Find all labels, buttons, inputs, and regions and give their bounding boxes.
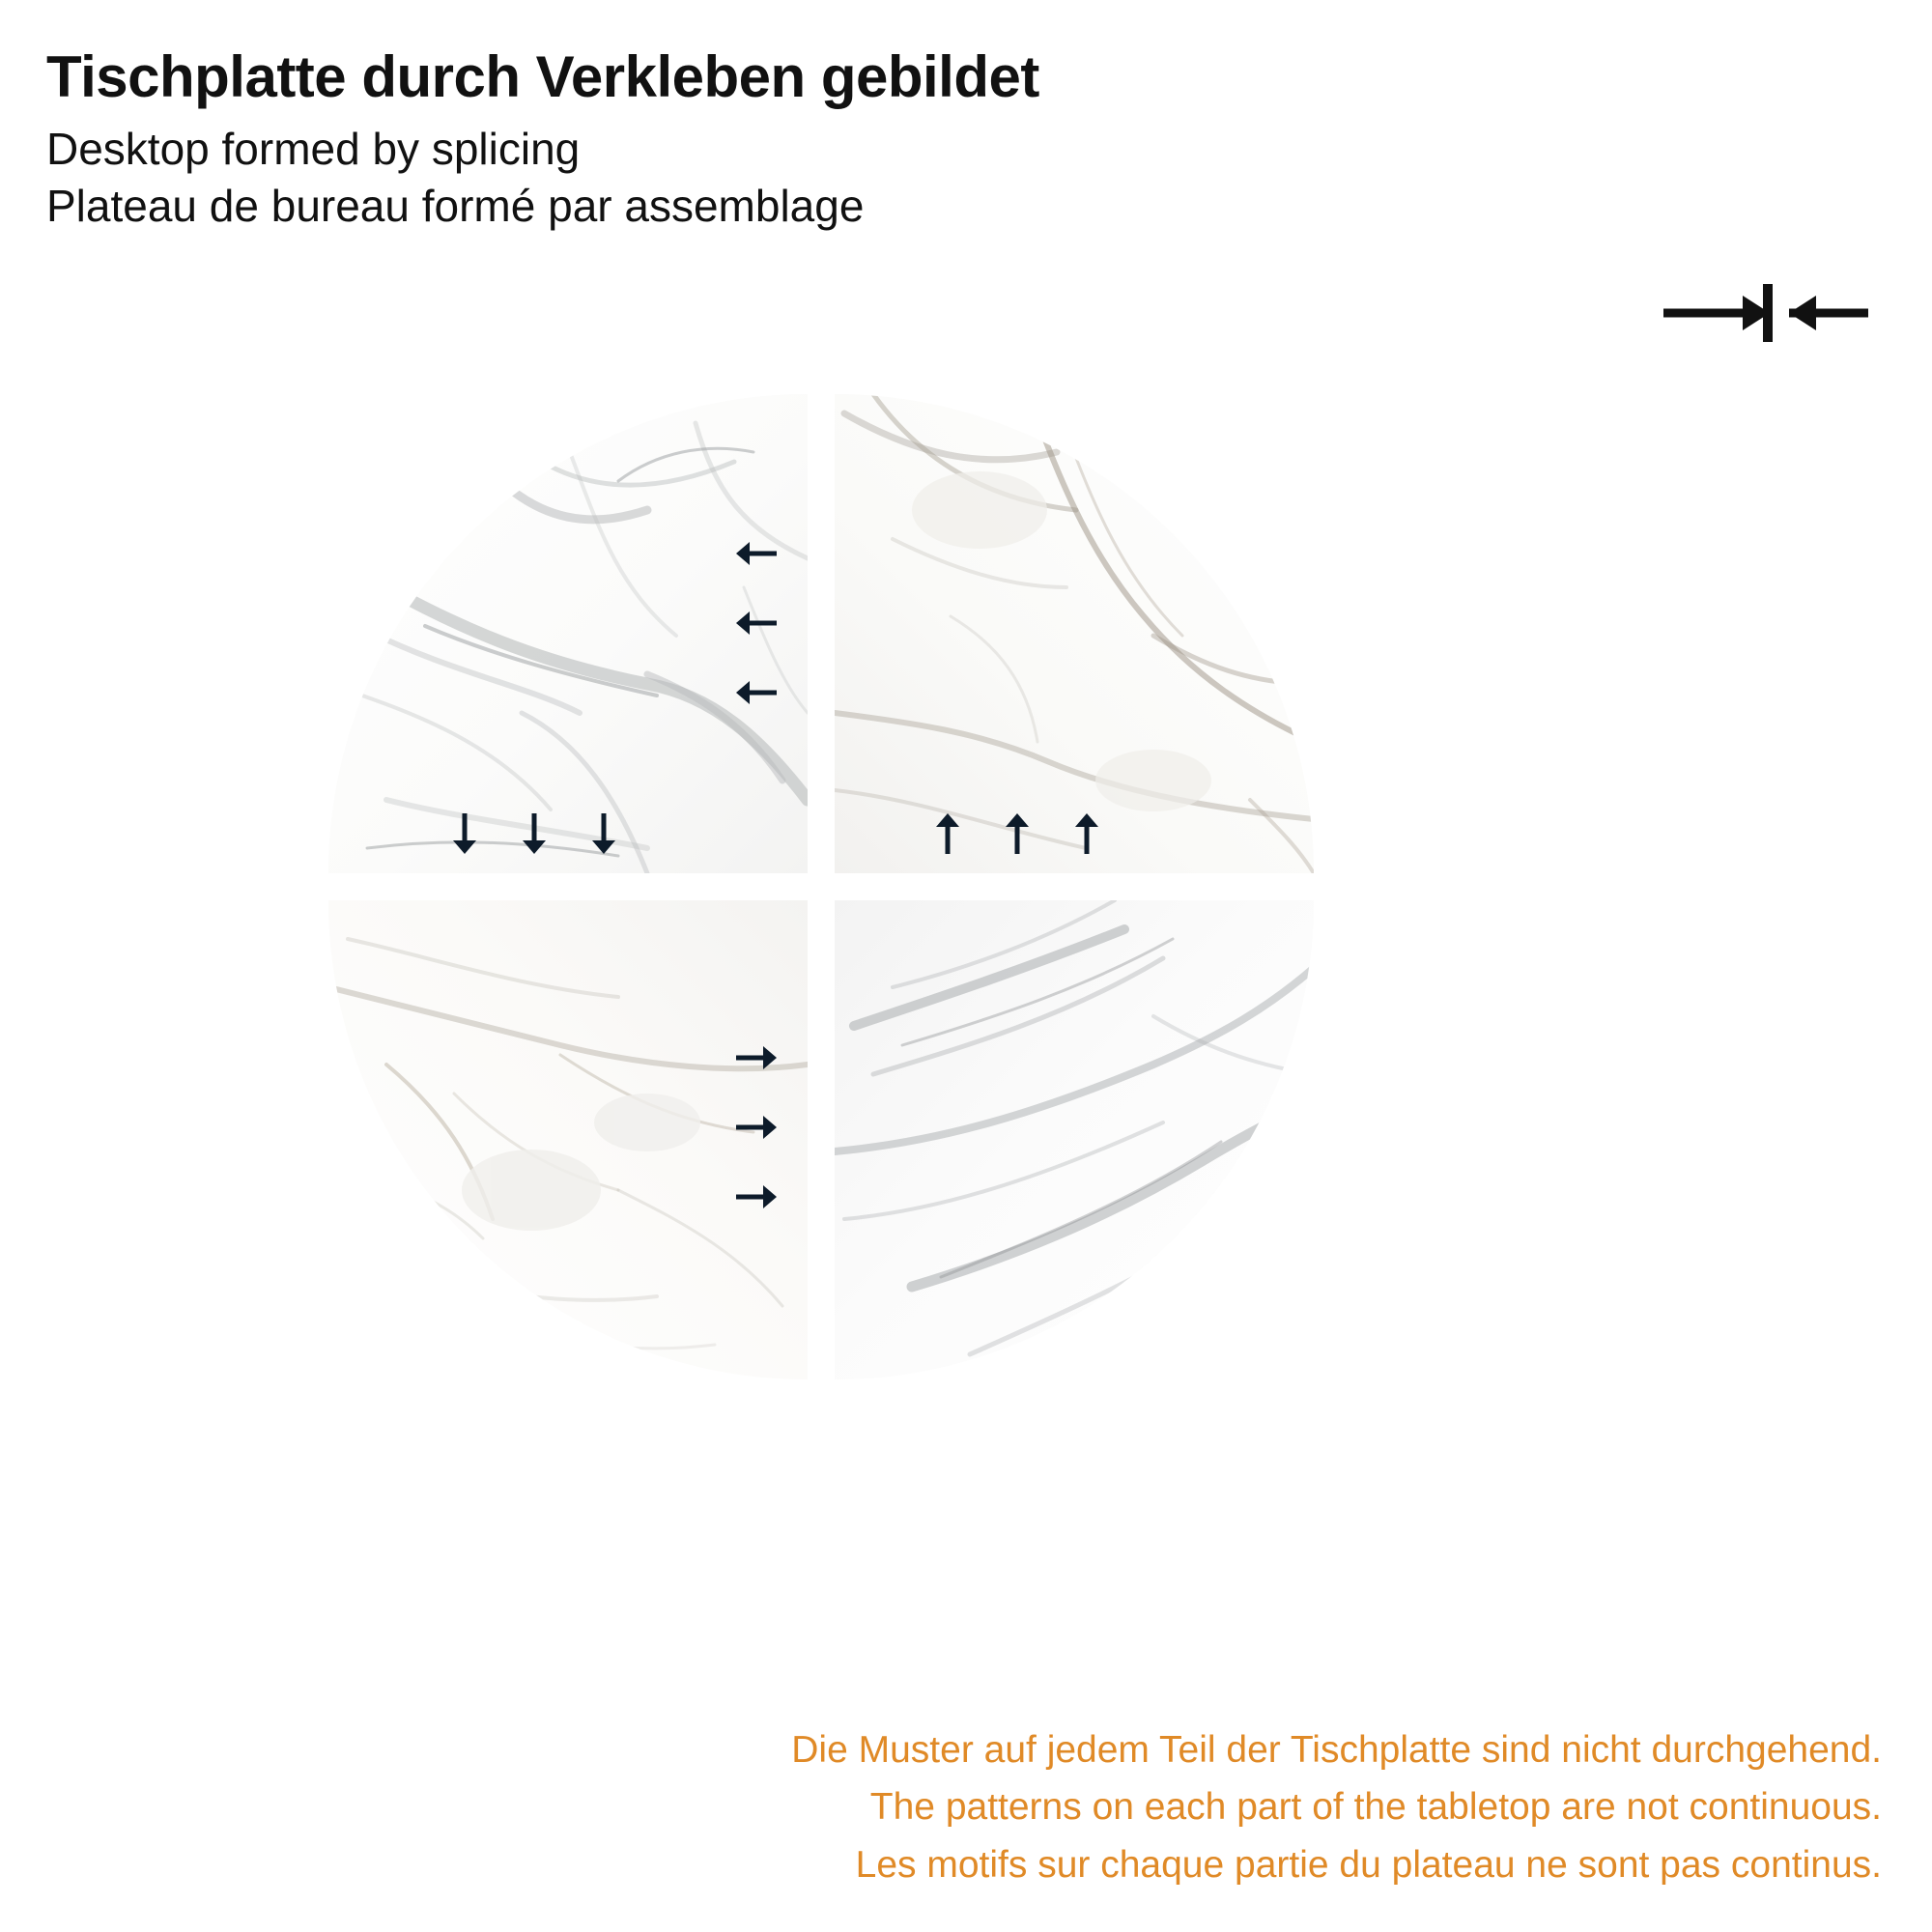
- subtitle-french: Plateau de bureau formé par assemblage: [46, 180, 865, 231]
- note-french: Les motifs sur chaque partie du plateau ne sont pas continus.: [855, 1843, 1882, 1886]
- tabletop-quarter-top-right: [835, 394, 1314, 873]
- arrow-right-icon: [734, 1105, 779, 1150]
- arrow-up-icon: [995, 811, 1039, 856]
- arrow-up-icon: [1065, 811, 1109, 856]
- arrow-group-left: [734, 531, 779, 715]
- footer-note-block: [0, 1725, 1882, 1889]
- arrow-left-icon: [734, 531, 779, 576]
- arrow-group-down: [442, 811, 626, 856]
- arrow-left-icon: [734, 670, 779, 715]
- tabletop-quarter-bottom-right: [835, 900, 1314, 1379]
- splice-join-icon: [1650, 278, 1882, 348]
- subtitle-english: Desktop formed by splicing: [46, 124, 581, 174]
- note-english: The patterns on each part of the tabletop are not continuous.: [869, 1786, 1882, 1829]
- arrow-group-right: [734, 1036, 779, 1219]
- arrow-right-icon: [734, 1175, 779, 1219]
- header-text-block: [46, 46, 1495, 235]
- round-tabletop-assembly-diagram: [328, 394, 1314, 1379]
- arrow-group-up: [925, 811, 1109, 856]
- page-title: Tischplatte durch Verkleben gebildet: [46, 44, 1039, 109]
- arrow-left-icon: [734, 601, 779, 645]
- arrow-down-icon: [582, 811, 626, 856]
- arrow-down-icon: [512, 811, 556, 856]
- note-german: Die Muster auf jedem Teil der Tischplatte sind nicht durchgehend.: [791, 1728, 1882, 1771]
- arrow-right-icon: [734, 1036, 779, 1080]
- arrow-down-icon: [442, 811, 487, 856]
- arrow-up-icon: [925, 811, 970, 856]
